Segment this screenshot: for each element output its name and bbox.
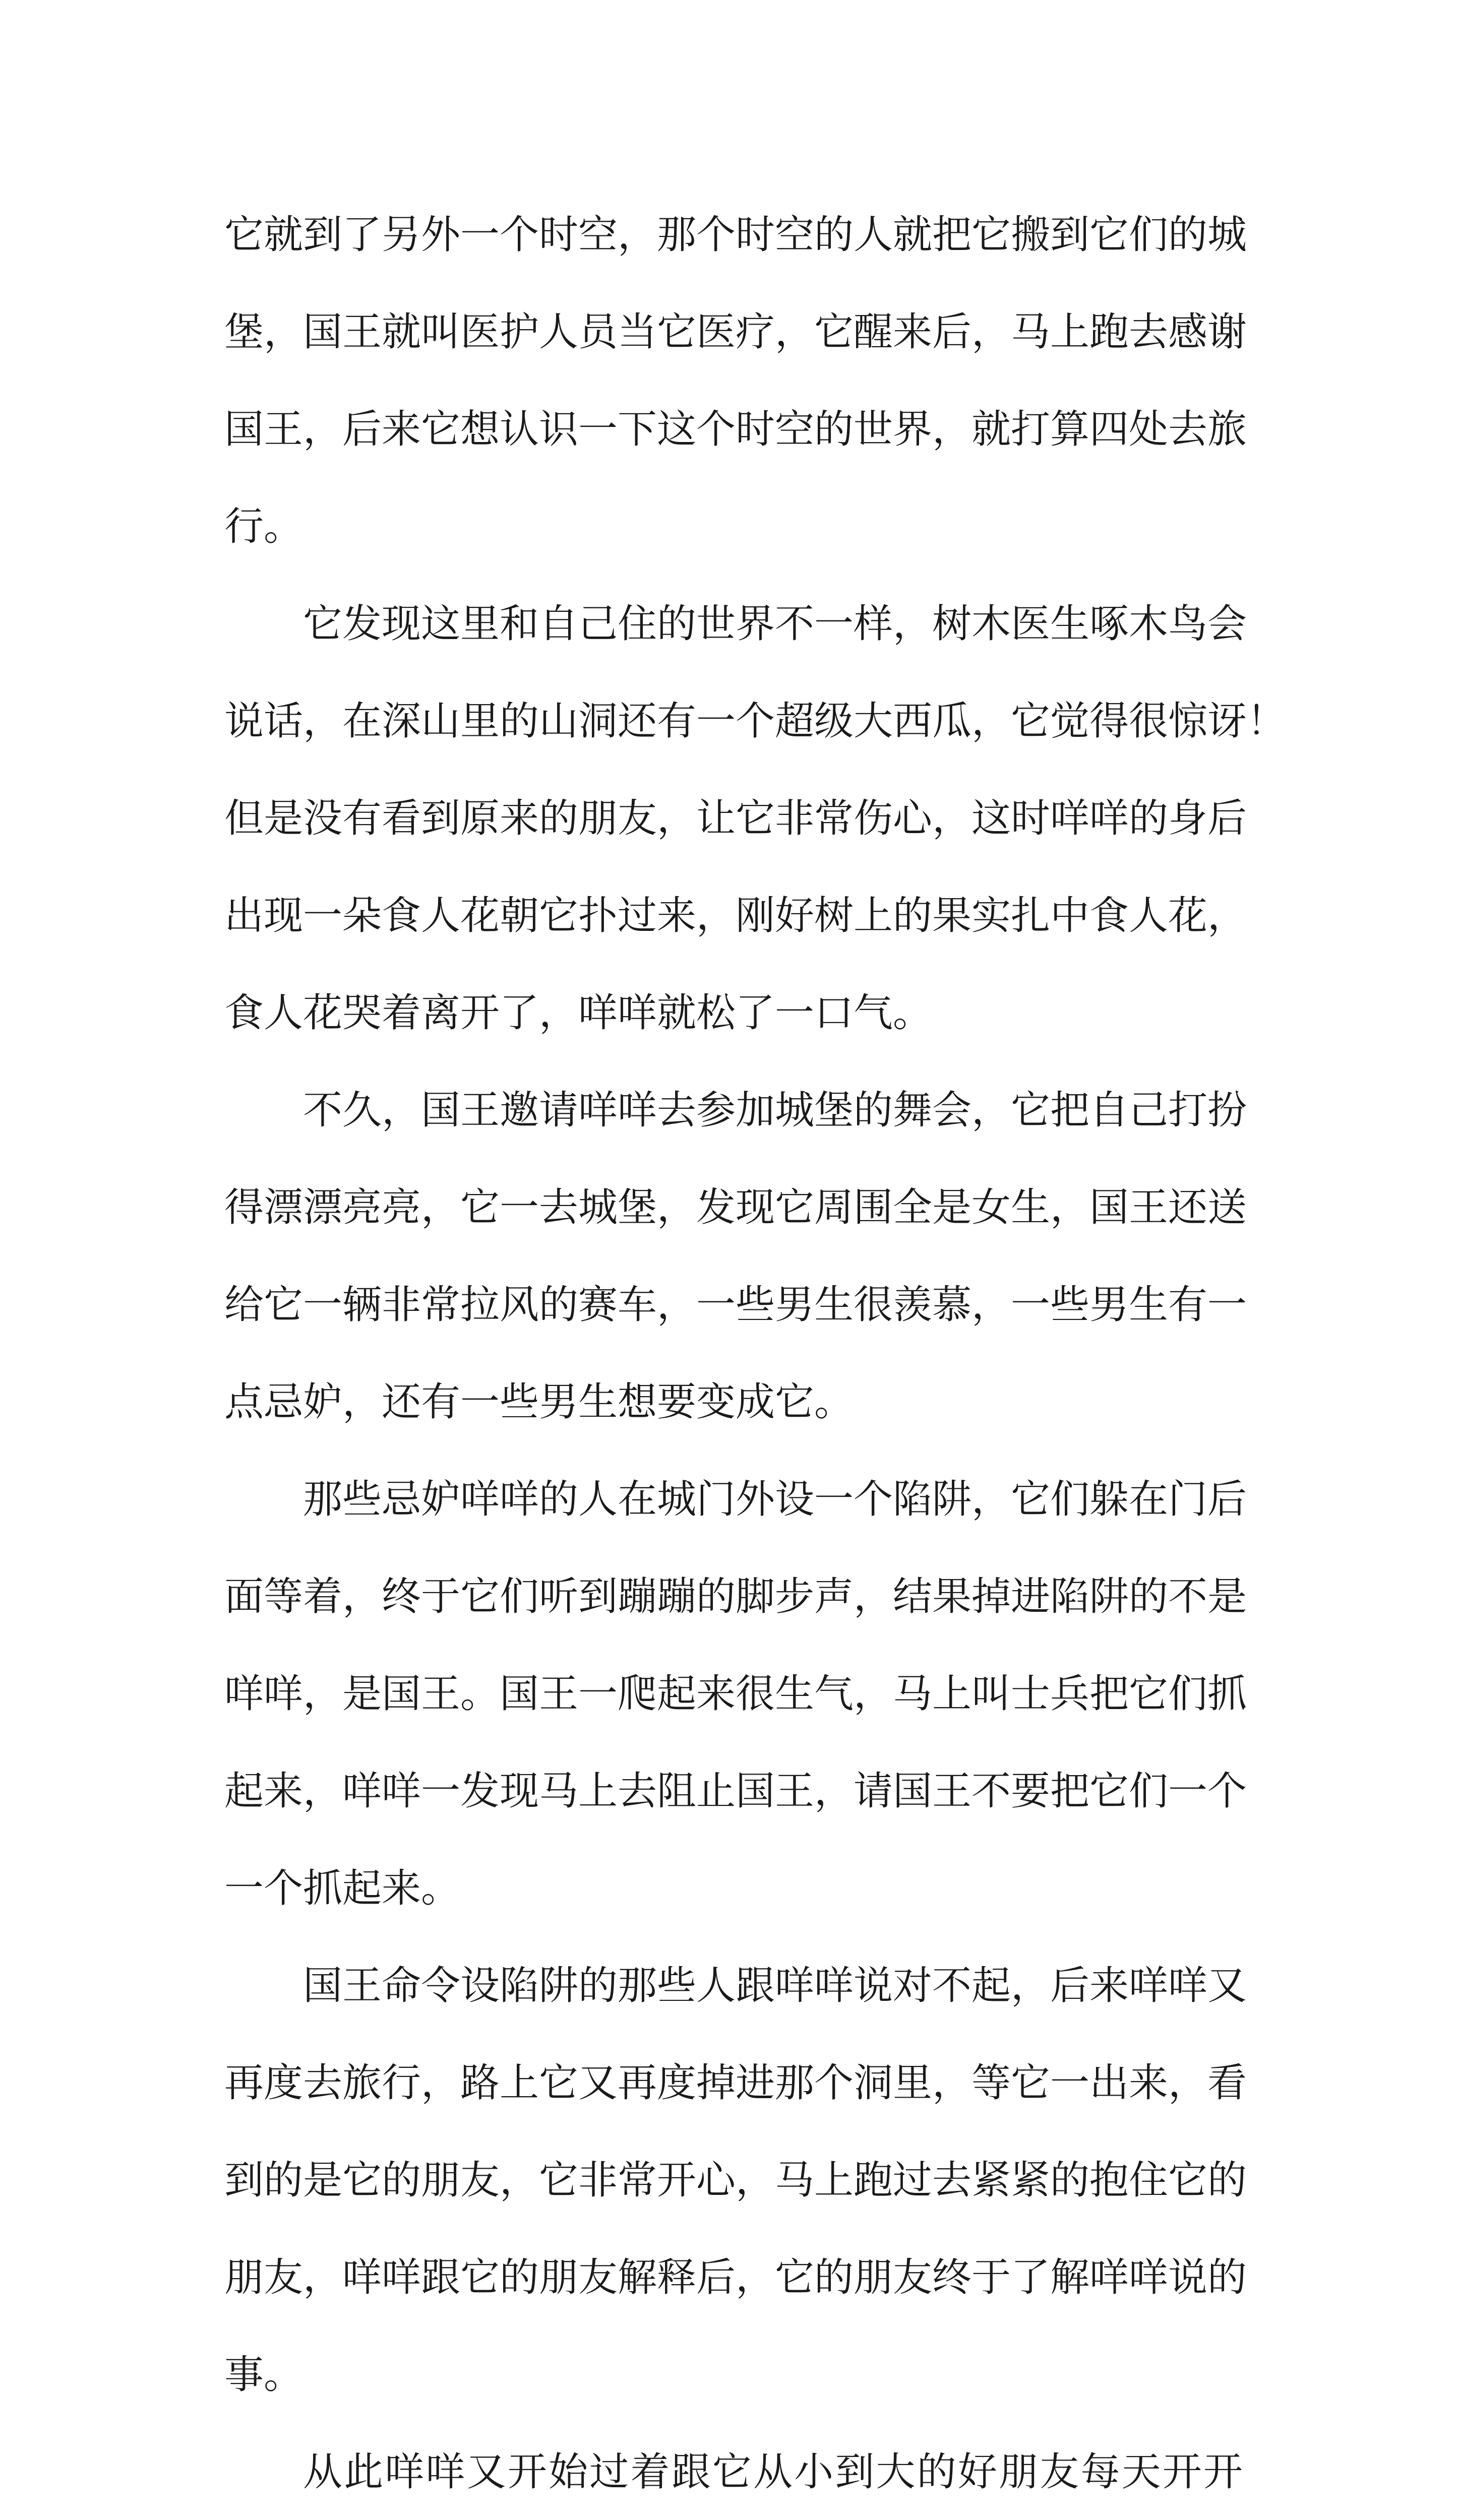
paragraph-1 (224, 186, 1247, 576)
text-line: 朋友，咩咩跟它的朋友解释后，它的朋友终于了解咩咩说的 (224, 2255, 1247, 2300)
paragraph-4 (224, 1451, 1247, 1937)
text-line: 点忌妒，还有一些男生想要变成它。 (224, 1379, 854, 1425)
text-line: 国王命令设陷阱的那些人跟咩咩说对不起，后来咩咩又 (303, 1963, 1247, 2008)
text-line: 出现一朵食人花朝它扑过来，刚好树上的果实扎中食人花， (224, 893, 1247, 938)
text-line: 面等着，终于它们听到蹦蹦的脚步声，结果掉进陷阱的不是 (224, 1574, 1247, 1619)
paragraph-6 (224, 2424, 1243, 2520)
text-line: 它就到了另外一个时空，那个时空的人就把它搬到它们的城 (224, 212, 1247, 258)
text-line: 但是没有看到原来的朋友，让它非常伤心，这时咩咩的身后 (224, 796, 1247, 841)
story-text-body (224, 186, 1287, 2520)
text-line: 一个抓起来。 (224, 1866, 461, 1911)
text-line: 到的是它的朋友，它非常开心，马上跑过去紧紧的抱住它的 (224, 2158, 1247, 2203)
text-line: 堡，国王就叫医护人员当它医疗，它醒来后，马上跑去感谢 (224, 309, 1247, 355)
text-line: 那些忌妒咩咩的人在城门外设一个陷阱，它们躲在门后 (303, 1477, 1247, 1522)
paragraph-3 (224, 1062, 1247, 1451)
paragraph-2 (224, 576, 1287, 1062)
text-line: 食人花哭着离开了，咩咩就松了一口气。 (224, 990, 933, 1036)
text-line: 行。 (224, 504, 303, 549)
text-line: 从此咩咩又开始过着跟它从小到大的好朋友每天开开 (303, 2449, 1243, 2495)
text-line: 说话，在深山里的山洞还有一个超级大西瓜，它觉得很惊讶！ (224, 699, 1287, 744)
text-line: 事。 (224, 2352, 303, 2398)
text-line: 不久，国王邀请咩咩去参加城堡的舞会，它把自己打扮 (303, 1088, 1247, 1133)
text-line: 给它一辆非常拉风的赛车，一些男生很羡慕，一些男生有一 (224, 1282, 1247, 1328)
text-line: 得漂漂亮亮，它一去城堡，发现它周围全是女生，国王还送 (224, 1185, 1247, 1230)
text-line: 咩咩，是国王。国王一爬起来很生气，马上叫士兵把它们抓 (224, 1671, 1247, 1717)
text-line: 再度去旅行，路上它又再度掉进那个洞里，等它一出来，看 (224, 2060, 1247, 2106)
text-line: 它发现这里和自己住的世界不一样，树木医生啄木鸟会 (303, 601, 1247, 647)
text-line: 国王，后来它想认识一下这个时空的世界，就打算四处去旅 (224, 407, 1247, 452)
text-line: 起来，咩咩一发现马上去阻止国王，请国王不要把它们一个 (224, 1769, 1247, 1814)
paragraph-5 (224, 1937, 1247, 2424)
